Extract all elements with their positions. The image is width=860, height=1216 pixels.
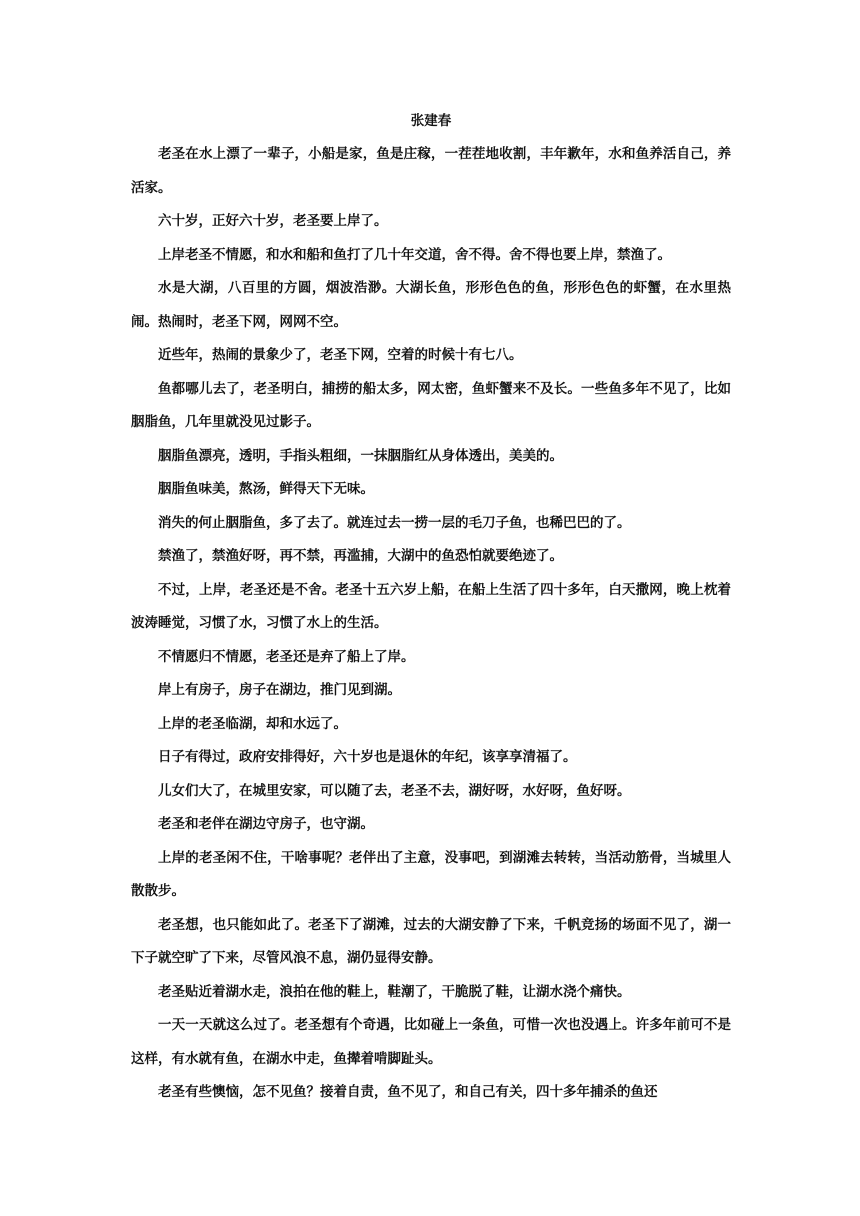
paragraph: 禁渔了，禁渔好呀，再不禁，再滥捕，大湖中的鱼恐怕就要绝迹了。: [158, 548, 563, 564]
paragraph: 老圣想，也只能如此了。老圣下了湖滩，过去的大湖安静了下来，千帆竞扬的场面不见了，湖一下子就空旷了下来，尽管风浪不息，湖仍显得安静。: [131, 916, 731, 966]
paragraph: 近些年，热闹的景象少了，老圣下网，空着的时候十有七八。: [158, 347, 523, 363]
document-page: [131, 106, 731, 1110]
paragraph: 水是大湖，八百里的方圆，烟波浩渺。大湖长鱼，形形色色的鱼，形形色色的虾蟹，在水里热闹。热闹时，老圣下网，网网不空。: [131, 280, 731, 330]
paragraph: 老圣在水上漂了一辈子，小船是家，鱼是庄稼，一茬茬地收割，丰年歉年，水和鱼养活自己，养活家。: [131, 146, 731, 196]
paragraph: 胭脂鱼漂亮，透明，手指头粗细，一抹胭脂红从身体透出，美美的。: [158, 447, 563, 464]
paragraph: 日子有得过，政府安排得好，六十岁也是退休的年纪，该享享清福了。: [158, 749, 577, 765]
paragraph: 不情愿归不情愿，老圣还是弃了船上了岸。: [158, 648, 415, 665]
paragraph: 上岸的老圣临湖，却和水远了。: [158, 715, 347, 732]
paragraph: 上岸的老圣闲不住，干啥事呢？老伴出了主意，没事吧，到湖滩去转转，当活动筋骨，当城里人散散步。: [131, 849, 731, 899]
paragraph: 老圣有些懊恼，怎不见鱼？接着自责，鱼不见了，和自己有关，四十多年捕杀的鱼还: [158, 1084, 658, 1100]
paragraph: 岸上有房子，房子在湖边，推门见到湖。: [158, 682, 401, 698]
paragraph: 一天一天就这么过了。老圣想有个奇遇，比如碰上一条鱼，可惜一次也没遇上。许多年前可不是这样，有水就有鱼，在湖水中走，鱼撵着啃脚趾头。: [131, 1017, 731, 1067]
paragraph: 不过，上岸，老圣还是不舍。老圣十五六岁上船，在船上生活了四十多年，白天撒网，晚上枕着波涛睡觉，习惯了水，习惯了水上的生活。: [131, 581, 731, 631]
paragraph: 儿女们大了，在城里安家，可以随了去，老圣不去，湖好呀，水好呀，鱼好呀。: [158, 782, 631, 799]
paragraph: 老圣和老伴在湖边守房子，也守湖。: [158, 816, 374, 832]
paragraph: 上岸老圣不情愿，和水和船和鱼打了几十年交道，舍不得。舍不得也要上岸，禁渔了。: [158, 246, 671, 263]
author-name: 张建春: [410, 113, 452, 129]
paragraph: 胭脂鱼味美，熬汤，鲜得天下无味。: [158, 481, 374, 497]
paragraph: 鱼都哪儿去了，老圣明白，捕捞的船太多，网太密，鱼虾蟹来不及长。一些鱼多年不见了，比如胭脂鱼，几年里就没见过影子。: [131, 380, 731, 430]
paragraph: 老圣贴近着湖水走，浪拍在他的鞋上，鞋潮了，干脆脱了鞋，让湖水浇个痛快。: [158, 983, 631, 1000]
paragraph: 六十岁，正好六十岁，老圣要上岸了。: [158, 213, 388, 229]
paragraph: 消失的何止胭脂鱼，多了去了。就连过去一捞一层的毛刀子鱼，也稀巴巴的了。: [158, 514, 631, 531]
